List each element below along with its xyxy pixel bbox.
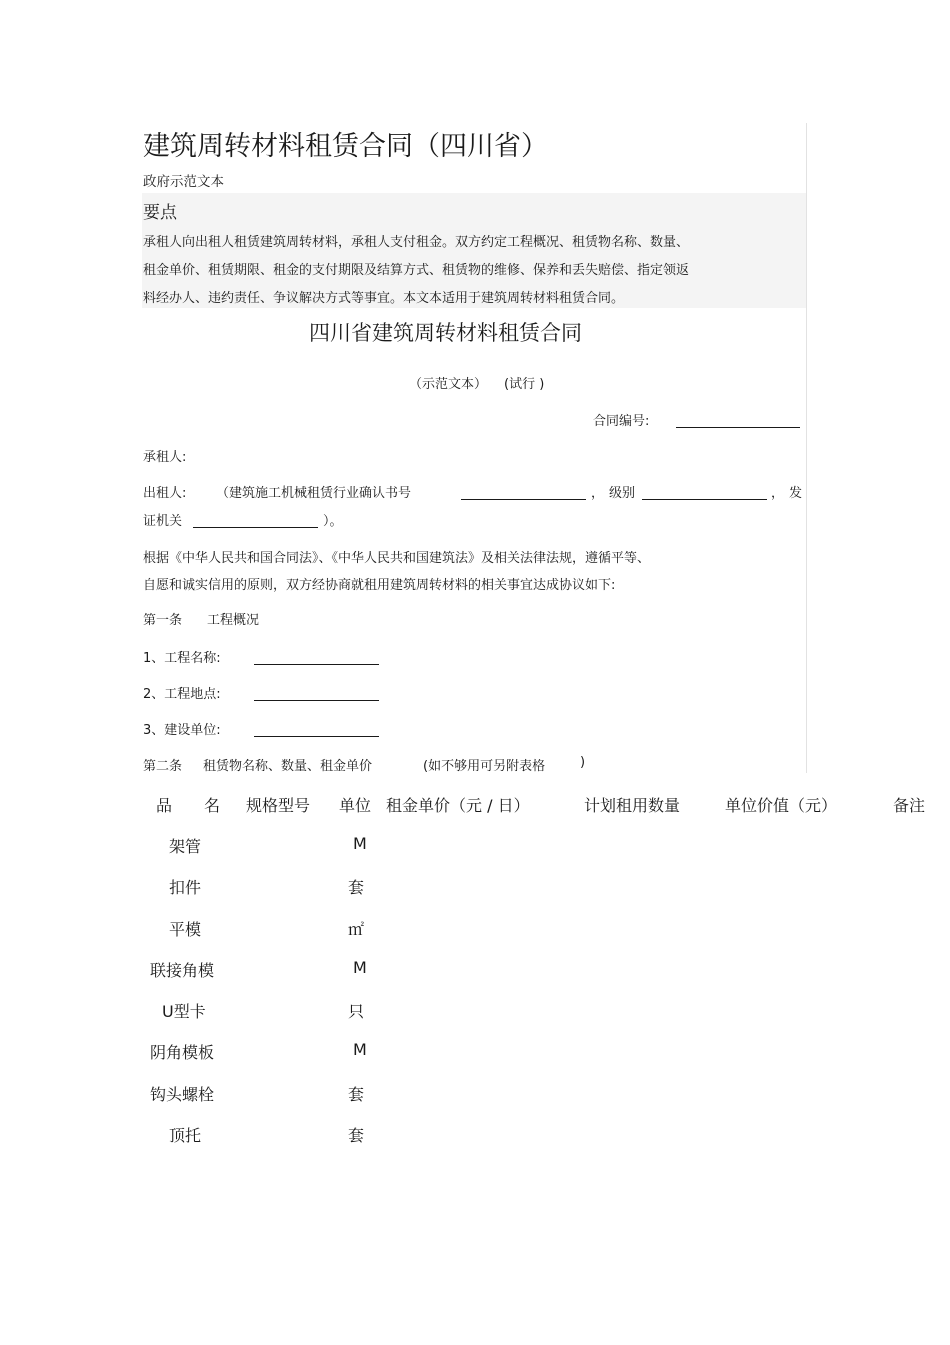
issuer-label-part1: 发 (789, 486, 803, 501)
article1-title: 工程概况 (207, 613, 260, 628)
lessor-cert-text: （建筑施工机械租赁行业确认书号 (216, 486, 412, 501)
lessor-label: 出租人: (143, 486, 187, 501)
table-row-unit: 套 (348, 878, 365, 897)
cert-number-field[interactable] (461, 485, 586, 500)
project-name-label: 1、工程名称: (143, 651, 221, 666)
contract-heading: 四川省建筑周转材料租赁合同 (309, 321, 582, 345)
issuer-label-part2: 证机关 (143, 514, 183, 529)
table-row-name: 平模 (169, 920, 202, 939)
table-row-unit: 套 (348, 1126, 365, 1145)
model-text-label: （示范文本） (409, 377, 488, 392)
preamble-line-2: 自愿和诚实信用的原则，双方经协商就租用建筑周转材料的相关事宜达成协议如下: (143, 578, 616, 593)
header-name-part1: 品 (156, 796, 173, 815)
article2-note: (如不够用可另附表格 (423, 759, 546, 774)
table-row-name: U型卡 (162, 1002, 206, 1021)
article2-title: 租赁物名称、数量、租金单价 (203, 759, 373, 774)
header-spec: 规格型号 (246, 796, 311, 815)
table-row-name: 阴角模板 (150, 1043, 215, 1062)
project-location-field[interactable] (254, 686, 379, 701)
contract-number-label: 合同编号: (593, 414, 650, 429)
contract-number-field[interactable] (676, 413, 800, 428)
page-frame-line (806, 123, 807, 773)
trial-label: (试行 ) (504, 377, 545, 392)
preamble-line-1: 根据《中华人民共和国合同法》、《中华人民共和国建筑法》及相关法律法规，遵循平等、 (143, 551, 651, 566)
issuer-field[interactable] (193, 513, 318, 528)
lessor-close: ）。 (323, 514, 343, 529)
article2-number: 第二条 (143, 759, 183, 774)
builder-label: 3、建设单位: (143, 723, 221, 738)
table-row-unit: M (353, 1040, 367, 1059)
summary-line-1: 承租人向出租人租赁建筑周转材料，承租人支付租金。双方约定工程概况、租赁物名称、数量、 (143, 235, 690, 250)
article1-number: 第一条 (143, 613, 183, 628)
header-planned-qty: 计划租用数量 (584, 796, 681, 815)
table-row-name: 联接角模 (150, 961, 215, 980)
document-title: 建筑周转材料租赁合同（四川省） (143, 131, 548, 162)
header-unit: 单位 (339, 796, 372, 815)
header-remark: 备注 (893, 796, 926, 815)
table-row-unit: 只 (348, 1002, 365, 1021)
table-row-unit: M (353, 958, 367, 977)
comma-2: ， (771, 486, 785, 501)
key-points-label: 要点 (143, 203, 177, 223)
lessee-label: 承租人: (143, 450, 187, 465)
header-name-part2: 名 (204, 796, 221, 815)
header-rent-price: 租金单价（元 / 日） (386, 796, 530, 815)
table-row-unit: ㎡ (348, 920, 365, 939)
document-subtitle: 政府示范文本 (143, 174, 224, 190)
builder-field[interactable] (254, 722, 379, 737)
level-label: 级别 (609, 486, 636, 501)
article2-note-close: ) (580, 755, 586, 770)
table-row-unit: M (353, 834, 367, 853)
table-row-name: 钩头螺栓 (150, 1085, 215, 1104)
table-row-name: 扣件 (169, 878, 202, 897)
project-name-field[interactable] (254, 650, 379, 665)
table-row-unit: 套 (348, 1085, 365, 1104)
summary-line-3: 料经办人、违约责任、争议解决方式等事宜。本文本适用于建筑周转材料租赁合同。 (143, 291, 625, 306)
header-unit-value: 单位价值（元） (725, 796, 838, 815)
level-field[interactable] (642, 485, 767, 500)
table-row-name: 顶托 (169, 1126, 202, 1145)
project-location-label: 2、工程地点: (143, 687, 221, 702)
comma-1: ， (591, 486, 605, 501)
summary-line-2: 租金单价、租赁期限、租金的支付期限及结算方式、租赁物的维修、保养和丢失赔偿、指定领返 (143, 263, 690, 278)
table-row-name: 架管 (169, 837, 202, 856)
